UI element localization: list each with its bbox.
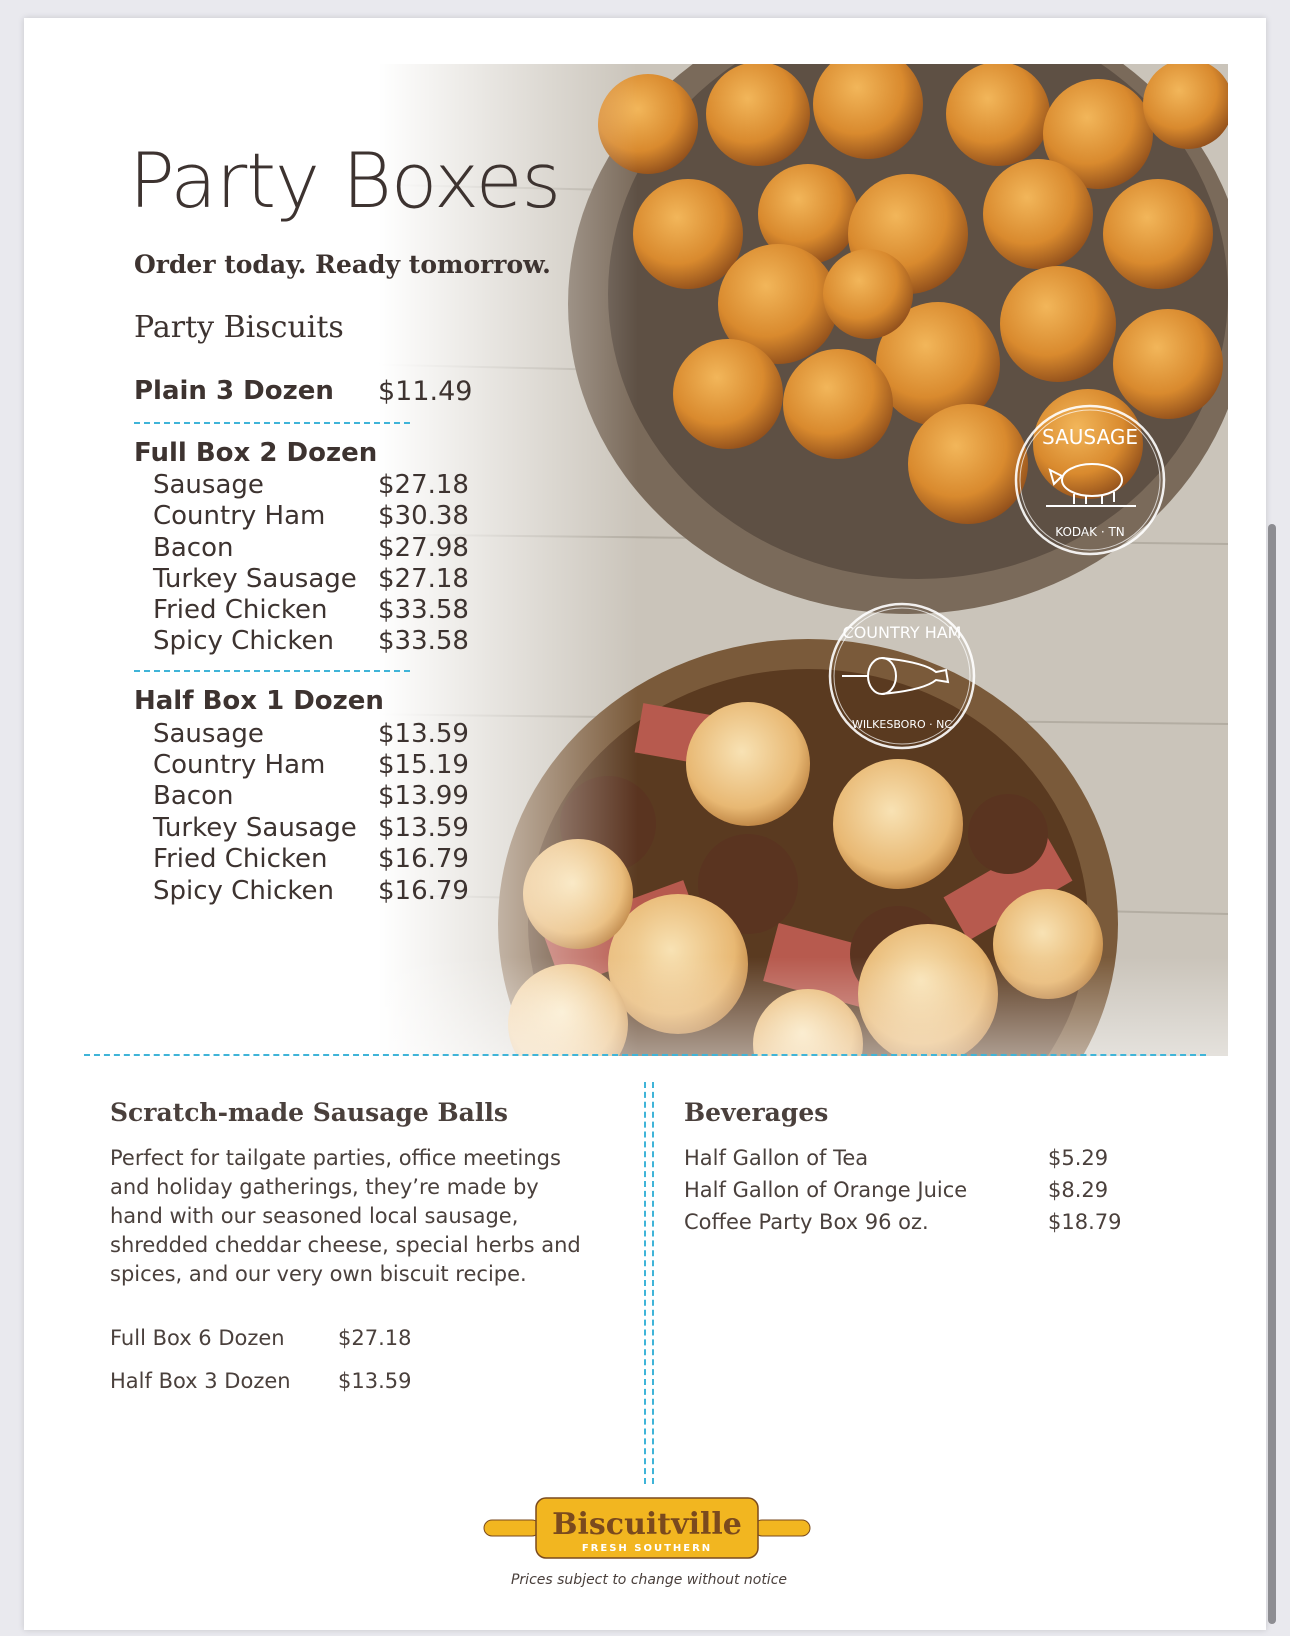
full-box-price: $27.98 [378, 533, 469, 563]
beverage-item: Coffee Party Box 96 oz. [684, 1210, 929, 1234]
half-box-item: Turkey Sausage [153, 813, 357, 843]
country-ham-stamp [824, 598, 980, 754]
plain-label: Plain 3 Dozen [134, 376, 334, 406]
half-box-price: $13.99 [378, 781, 469, 811]
sausage-balls-price: $13.59 [338, 1369, 412, 1393]
beverages-heading: Beverages [684, 1098, 829, 1127]
half-box-price: $13.59 [378, 719, 469, 749]
beverage-item: Half Gallon of Tea [684, 1146, 869, 1170]
ham-stamp-bottom: WILKESBORO · NC [851, 718, 953, 731]
half-box-price: $16.79 [378, 876, 469, 906]
brand-sub: FRESH SOUTHERN [581, 1543, 713, 1554]
plain-price: $11.49 [378, 376, 473, 407]
full-box-item: Country Ham [153, 501, 326, 531]
full-box-price: $30.38 [378, 501, 469, 531]
beverage-item: Half Gallon of Orange Juice [684, 1178, 968, 1202]
ham-icon [842, 658, 948, 694]
plain-row [134, 376, 473, 407]
sausage-stamp [1010, 400, 1170, 560]
beverage-price: $18.79 [1048, 1210, 1122, 1234]
scrollbar[interactable] [1268, 524, 1276, 1624]
full-box-price: $33.58 [378, 595, 469, 625]
full-box-price: $33.58 [378, 626, 469, 656]
brand-name: Biscuitville [552, 1507, 742, 1542]
half-box-heading: Half Box 1 Dozen [134, 686, 384, 716]
full-box-price: $27.18 [378, 564, 469, 594]
full-box-heading: Full Box 2 Dozen [134, 438, 378, 468]
sausage-stamp-bottom: KODAK · TN [1055, 525, 1125, 539]
full-box-item: Bacon [153, 533, 234, 563]
hero-section [48, 64, 1228, 1056]
sausage-balls-item: Full Box 6 Dozen [110, 1326, 285, 1350]
half-box-price: $15.19 [378, 750, 469, 780]
party-biscuits-heading: Party Biscuits [134, 310, 344, 345]
tagline: Order today. Ready tomorrow. [134, 250, 551, 279]
full-box-item: Fried Chicken [153, 595, 328, 625]
footer-note: Prices subject to change without notice [510, 1572, 788, 1588]
pig-icon [1046, 464, 1136, 506]
divider [134, 422, 410, 424]
half-box-item: Sausage [153, 719, 264, 749]
full-box-item: Spicy Chicken [153, 626, 334, 656]
half-box-price: $13.59 [378, 813, 469, 843]
full-box-item: Turkey Sausage [153, 564, 357, 594]
sausage-balls-price: $27.18 [338, 1326, 412, 1350]
ham-stamp-top: COUNTRY HAM [842, 623, 962, 642]
half-box-item: Country Ham [153, 750, 326, 780]
sausage-balls-item: Half Box 3 Dozen [110, 1369, 291, 1393]
half-box-item: Fried Chicken [153, 844, 328, 874]
sausage-balls-description: Perfect for tailgate parties, office meetings and holiday gatherings, they’re made by hand with our seasoned local sausage, shredded cheddar cheese, special herbs and spices, and our very own biscuit recipe. [110, 1146, 581, 1286]
half-box-item: Bacon [153, 781, 234, 811]
half-box-item: Spicy Chicken [153, 876, 334, 906]
column-divider [644, 1082, 654, 1484]
beverage-price: $8.29 [1048, 1178, 1109, 1202]
biscuitville-logo [482, 1494, 812, 1564]
section-divider [84, 1054, 1206, 1056]
hero-text [48, 64, 1228, 1056]
full-box-price: $27.18 [378, 470, 469, 500]
half-box-price: $16.79 [378, 844, 469, 874]
page-title: Party Boxes [129, 136, 561, 225]
divider [134, 670, 410, 672]
sausage-stamp-top: SAUSAGE [1042, 425, 1138, 449]
beverage-price: $5.29 [1048, 1146, 1109, 1170]
sausage-balls-heading: Scratch-made Sausage Balls [110, 1098, 508, 1127]
full-box-item: Sausage [153, 470, 264, 500]
